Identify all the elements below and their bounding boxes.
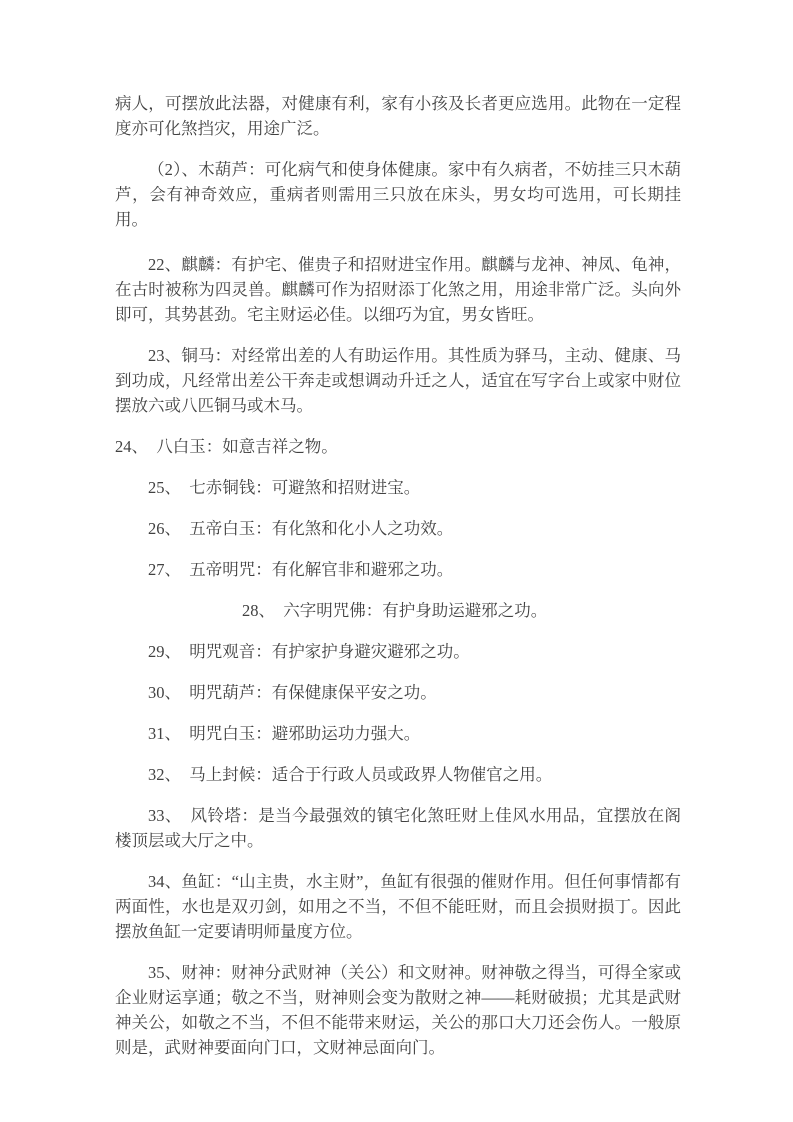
paragraph-item-24-white-jade: 24、 八白玉：如意吉祥之物。 — [115, 437, 338, 456]
paragraph-item-30-mantra-gourd: 30、 明咒葫芦：有保健康保平安之功。 — [148, 683, 437, 702]
paragraph-item-2-wood-gourd: （2）、木葫芦：可化病气和使身体健康。家中有久病者，不妨挂三只木葫芦，会有神奇效应，重病者则需用三只放在床头，男女均可选用，可长期挂用。 — [115, 160, 681, 229]
paragraph-item-31-mantra-white-jade: 31、 明咒白玉：避邪助运功力强大。 — [148, 724, 421, 743]
paragraph-item-26-five-emperor-jade: 26、 五帝白玉：有化煞和化小人之功效。 — [148, 519, 454, 538]
paragraph-item-34-fish-tank: 34、鱼缸：“山主贵，水主财”，鱼缸有很强的催财作用。但任何事情都有两面性，水也是双刃剑，如用之不当，不但不能旺财，而且会损财损丁。因此摆放鱼缸一定要请明师量度方位。 — [115, 872, 681, 941]
paragraph-item-28-six-word-mantra-buddha: 28、 六字明咒佛：有护身助运避邪之功。 — [242, 601, 548, 620]
paragraph-item-35-god-of-wealth: 35、财神：财神分武财神（关公）和文财神。财神敬之得当，可得全家或企业财运享通；敬之不当，财神则会变为散财之神——耗财破损；尤其是武财神关公，如敬之不当，不但不能带来财运，关公的那口大刀还会伤人。一般原则是，武财神要面向门口，文财神忌面向门。 — [115, 963, 681, 1057]
paragraph-item-33-wind-chime-tower: 33、 风铃塔：是当今最强效的镇宅化煞旺财上佳风水用品，宜摆放在阁楼顶层或大厅之中。 — [115, 806, 681, 850]
paragraph-item-27-five-emperor-mantra: 27、 五帝明咒：有化解官非和避邪之功。 — [148, 560, 454, 579]
paragraph-continued: 病人，可摆放此法器，对健康有利，家有小孩及长者更应选用。此物在一定程度亦可化煞挡灾，用途广泛。 — [115, 94, 681, 138]
paragraph-item-23-bronze-horse: 23、铜马：对经常出差的人有助运作用。其性质为驿马，主动、健康、马到功成，凡经常出差公干奔走或想调动升迁之人，适宜在写字台上或家中财位摆放六或八匹铜马或木马。 — [115, 346, 681, 415]
paragraph-item-22-qilin: 22、麒麟：有护宅、催贵子和招财进宝作用。麒麟与龙神、神凤、龟神，在古时被称为四灵兽。麒麟可作为招财添丁化煞之用，用途非常广泛。头向外即可，其势甚劲。宅主财运必佳。以细巧为宜，男女皆旺。 — [115, 255, 681, 324]
paragraph-item-32-horse-monkey: 32、 马上封候：适合于行政人员或政界人物催官之用。 — [148, 765, 553, 784]
paragraph-item-25-copper-coins: 25、 七赤铜钱：可避煞和招财进宝。 — [148, 478, 421, 497]
paragraph-item-29-mantra-guanyin: 29、 明咒观音：有护家护身避灾避邪之功。 — [148, 642, 470, 661]
